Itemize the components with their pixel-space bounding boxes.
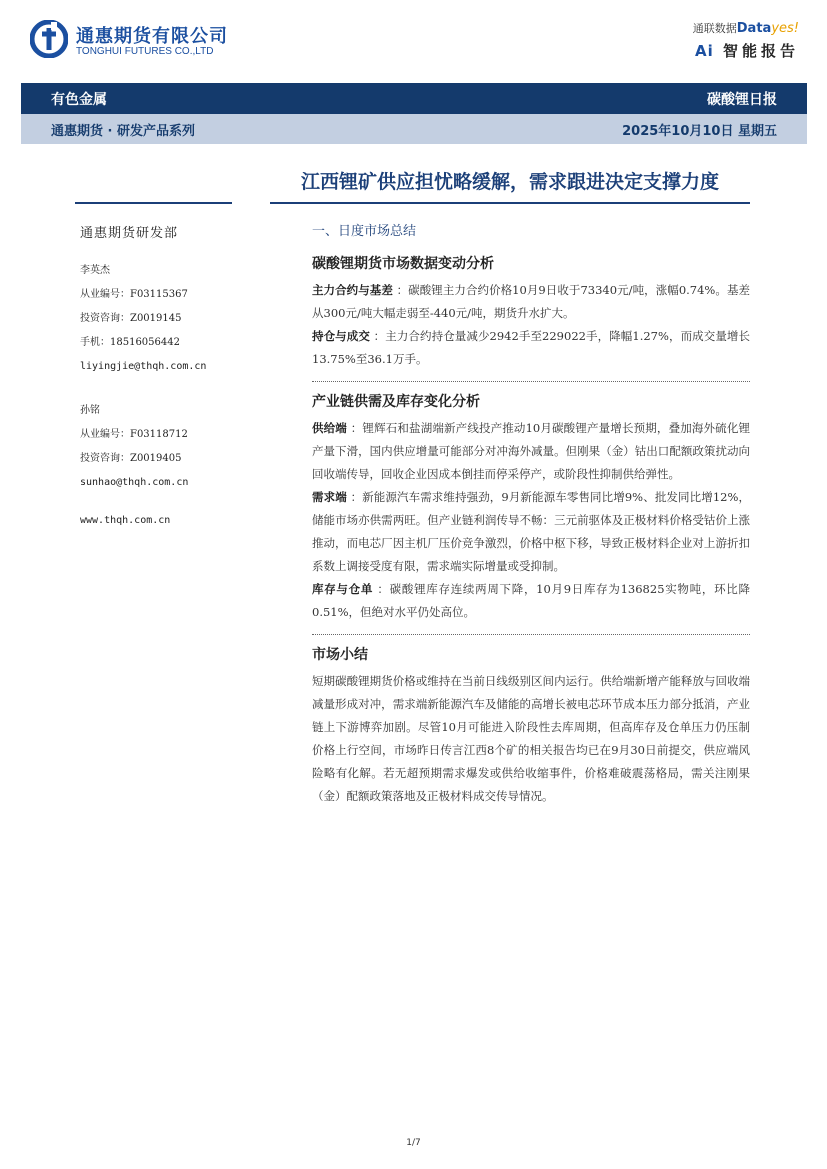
paragraph [312, 578, 750, 624]
paragraph [312, 279, 750, 325]
paragraph: 短期碳酸锂期货价格或维持在当前日线级别区间内运行。供给端新增产能释放与回收端减量形成对冲，需求端新能源汽车及储能的高增长被电芯环节成本压力部分抵消，产业链上下游博弈加剧。尽管10月可能进入阶段性去库周期，但高库存及仓单压力仍压制价格上行空间，市场昨日传言江西8个矿的相关报告均已在9月30日前提交，供应端风险略有化解。若无超预期需求爆发或供给收缩事件，价格难破震荡格局，需关注刚果（金）配额政策落地及正极材料成交传导情况。 [312, 674, 750, 803]
company-name-cn: 通惠期货有限公司 [76, 26, 228, 47]
paragraph [312, 486, 750, 578]
analyst-sidebar [80, 222, 260, 533]
series-banner [21, 114, 807, 144]
paragraph-text: ：主力合约持仓量减少2942手至229022手，降幅1.27%，而成交量增长13.75%至36.1万手。 [312, 329, 751, 366]
series-label: 通惠期货 · 研发产品系列 [51, 124, 195, 139]
analyst-license: 从业编号：F03118712 [80, 429, 188, 440]
block-title: 碳酸锂期货市场数据变动分析 [312, 256, 494, 272]
partner-logo [693, 20, 799, 61]
page-number: 1/7 [406, 1138, 421, 1148]
paragraph-label: 供给端 [312, 421, 347, 435]
partner-ai: Ai [694, 42, 714, 60]
partner-report: 智能报告 [722, 42, 799, 60]
paragraph [312, 417, 750, 486]
paragraph-text: ：锂辉石和盐湖端新产线投产推动10月碳酸锂产量增长预期，叠加海外硫化锂产量下滑，国内供应增量可能部分对冲海外减量。但刚果（金）钴出口配额政策扰动向回收端传导，回收企业因成本倒挂而停采停产，或阶段性抑制供给弹性。 [312, 421, 750, 481]
section-divider [312, 381, 750, 382]
title-divider [270, 202, 750, 204]
company-website[interactable]: www.thqh.com.cn [80, 515, 171, 526]
research-dept: 通惠期货研发部 [80, 226, 179, 241]
report-type-label: 碳酸锂日报 [707, 92, 777, 108]
company-name-en: TONGHUI FUTURES CO.,LTD [76, 46, 214, 57]
block-title: 产业链供需及库存变化分析 [312, 394, 480, 410]
analyst-email[interactable]: liyingjie@thqh.com.cn [80, 361, 207, 372]
category-label: 有色金属 [51, 92, 107, 108]
paragraph-text: ：碳酸锂主力合约价格10月9日收于73340元/吨，涨幅0.74%。基差从300元/吨大幅走弱至-440元/吨，期货升水扩大。 [312, 283, 751, 320]
analyst-name: 孙铭 [80, 405, 100, 416]
section-divider [312, 634, 750, 635]
paragraph-text: ：新能源汽车需求维持强劲，9月新能源车零售同比增9%、批发同比增12%，储能市场亦供需两旺。但产业链利润传导不畅：三元前驱体及正极材料价格受钴价上涨推动，而电芯厂因主机厂压价竞争激烈，价格中枢下移，导致正极材料企业对上游折扣系数上调接受度有限，需求端实际增量或受抑制。 [312, 490, 750, 573]
section-title: 一、日度市场总结 [312, 224, 417, 239]
analyst-email[interactable]: sunhao@thqh.com.cn [80, 477, 189, 488]
report-title: 江西锂矿供应担忧略缓解，需求跟进决定支撑力度 [300, 171, 719, 193]
report-date: 2025年10月10日 星期五 [622, 124, 777, 139]
paragraph-label: 持仓与成交 [312, 329, 370, 343]
analyst-phone: 手机：18516056442 [80, 337, 180, 348]
paragraph-label: 需求端 [312, 490, 347, 504]
paragraph [312, 325, 750, 371]
category-banner [21, 83, 807, 114]
analyst-advisory: 投资咨询：Z0019405 [80, 453, 182, 464]
report-body [312, 220, 750, 808]
paragraph-label: 主力合约与基差 [312, 283, 393, 297]
analyst-license: 从业编号：F03115367 [80, 289, 188, 300]
paragraph-text: ：碳酸锂库存连续两周下降，10月9日库存为136825实物吨，环比降0.51%，但绝对水平仍处高位。 [312, 582, 750, 619]
sidebar-divider [75, 202, 232, 204]
partner-brand-b: yes! [771, 21, 799, 36]
block-title: 市场小结 [312, 647, 368, 663]
company-logo-icon [30, 20, 68, 58]
partner-prefix: 通联数据 [692, 22, 737, 35]
partner-brand-a: Data [736, 21, 772, 36]
analyst-advisory: 投资咨询：Z0019145 [80, 313, 182, 324]
company-logo [30, 20, 230, 60]
paragraph-label: 库存与仓单 [312, 582, 374, 596]
analyst-name: 李英杰 [80, 265, 110, 276]
